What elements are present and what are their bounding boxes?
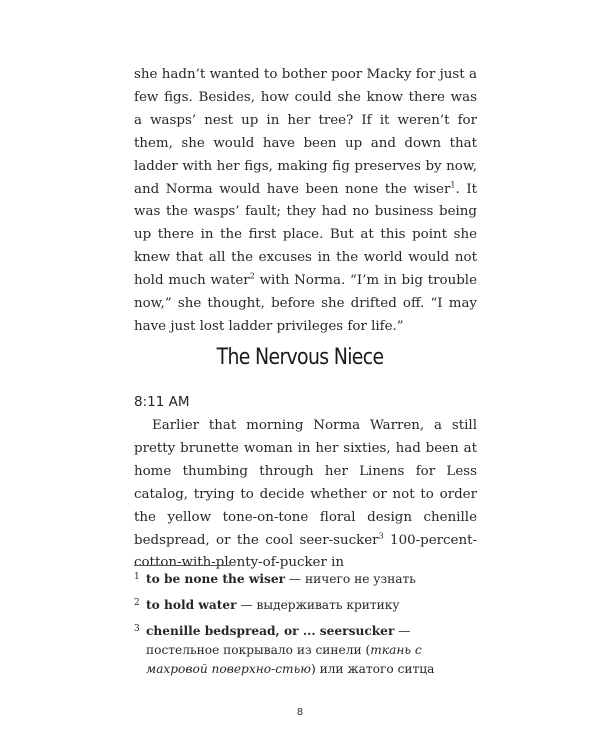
footnote-number: 1 <box>134 572 140 582</box>
paragraph-opening <box>134 415 477 575</box>
footnote-ref-3: 3 <box>378 531 384 541</box>
footnote-dash: — <box>285 572 305 586</box>
footnote-term: to hold water <box>146 598 237 612</box>
footnote-2 <box>134 596 477 615</box>
footnote-ref-1: 1 <box>450 180 456 190</box>
page-number: 8 <box>296 707 304 718</box>
paragraph-text: . It was the wasps’ fault; they had no business being up there in the first place. But at this point she knew that all the excuses in the world would not hold much water <box>134 181 477 289</box>
chapter-title: The Nervous Niece <box>216 345 384 370</box>
footnote-translation: выдерживать критику <box>256 598 400 612</box>
footnote-dash: — <box>236 598 257 612</box>
footnotes <box>134 570 477 686</box>
paragraph-continued <box>134 64 477 339</box>
footnote-number: 3 <box>134 624 140 634</box>
footnote-term: to be none the wiser <box>146 572 286 586</box>
footnote-italic: ткань с махровой поверхно-стью <box>146 643 422 676</box>
paragraph-text: 100-percent-cotton-with-plenty-of-pucker in <box>134 532 477 571</box>
paragraph-text: she hadn’t wanted to bother poor Macky for just a few figs. Besides, how could she know there was a wasps’ nest up in her tree? If it weren’t for them, she would have been up and down that ladder with her figs, making fig preserves by now, and Norma would have been none the wiser <box>134 67 477 197</box>
footnote-term: chenille bedspread, or ... seersucker <box>146 624 395 638</box>
footnote-3 <box>134 622 477 679</box>
footnote-translation: ничего не узнать <box>304 572 416 586</box>
footnote-divider <box>134 565 230 566</box>
footnote-ref-2: 2 <box>249 271 255 281</box>
chapter-time: 8:11 AM <box>134 394 190 410</box>
footnote-1 <box>134 570 477 589</box>
footnote-translation: постельное покрывало из синели ( <box>146 643 371 657</box>
footnote-number: 2 <box>134 598 140 608</box>
footnote-translation: ) или жатого ситца <box>310 662 435 676</box>
footnote-dash: — <box>394 624 411 638</box>
paragraph-text: with Norma. “I’m in big trouble now,” she thought, before she drifted off. “I may have just lost ladder privileges for life.” <box>134 273 478 334</box>
paragraph-text: Earlier that morning Norma Warren, a still pretty brunette woman in her sixties, had been at home thumbing through her Linens for Less catalog, trying to decide whether or not to order the yellow tone-on-tone floral design chenille bedspread, or the cool seer-sucker <box>134 418 477 548</box>
